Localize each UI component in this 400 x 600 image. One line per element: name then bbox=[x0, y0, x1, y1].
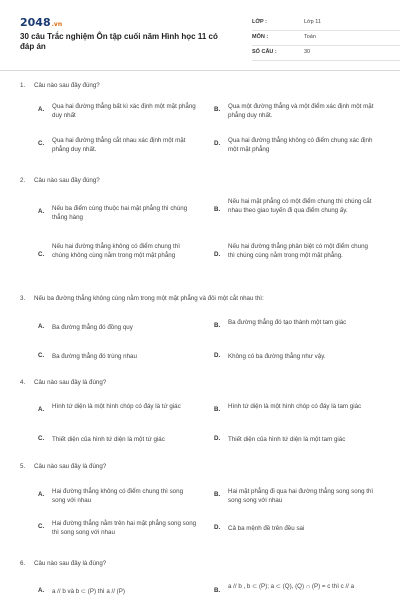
logo-text: 2048 bbox=[20, 16, 51, 29]
option-text: Thiết diện của hình tứ diện là một tứ giác bbox=[52, 436, 165, 443]
option-text: a // b , b ⊂ (P); a ⊂ (Q), (Q) ∩ (P) = c thì c // a bbox=[228, 583, 355, 590]
option-letter: B. bbox=[214, 106, 221, 113]
option-text: Nếu hai mặt phẳng có một điểm chung thì chúng cắt nhau theo giao tuyến đi qua điểm chung ấy. bbox=[228, 198, 372, 214]
option-letter: B. bbox=[214, 491, 221, 498]
question-5 bbox=[20, 463, 382, 548]
question-number: 3. bbox=[20, 295, 26, 302]
option-letter: B. bbox=[214, 406, 221, 413]
question-stem: Câu nào sau đây đúng? bbox=[34, 82, 100, 89]
option-letter: A. bbox=[38, 587, 45, 594]
question-number: 5. bbox=[20, 463, 26, 470]
option-letter: B. bbox=[214, 206, 221, 213]
logo-suffix: .vn bbox=[51, 21, 63, 28]
option-text: Qua hai đường thẳng cắt nhau xác định một mặt phẳng duy nhất. bbox=[52, 137, 186, 153]
document-title: 30 câu Trắc nghiệm Ôn tập cuối năm Hình học 11 có đáp án bbox=[20, 32, 218, 51]
option-text: Thiết diện của hình tứ diện là một tam giác bbox=[228, 436, 346, 443]
question-stem: Nếu ba đường thẳng không cùng nằm trong một mặt phẳng và đôi một cắt nhau thì: bbox=[34, 295, 264, 302]
question-1 bbox=[20, 82, 382, 162]
meta-value: 30 bbox=[304, 49, 311, 55]
option-text: Hình tứ diện là một hình chóp có đáy là tứ giác bbox=[52, 403, 181, 410]
option-letter: A. bbox=[38, 323, 45, 330]
question-3 bbox=[20, 295, 382, 365]
option-text: Hai đường thẳng không có điểm chung thì song song với nhau bbox=[52, 488, 184, 504]
meta-row-class bbox=[252, 16, 400, 31]
site-logo[interactable] bbox=[20, 16, 62, 29]
option-text: Qua một đường thẳng và một điểm xác định một mặt phẳng duy nhất. bbox=[228, 103, 374, 119]
meta-table bbox=[252, 16, 400, 61]
meta-label: LỚP : bbox=[252, 19, 267, 25]
option-letter: A. bbox=[38, 208, 45, 215]
option-text: Ba đường thẳng đó trùng nhau bbox=[52, 353, 137, 360]
question-stem: Câu nào sau đây là đúng? bbox=[34, 463, 107, 470]
meta-value: Toán bbox=[304, 34, 316, 40]
option-letter: A. bbox=[38, 106, 45, 113]
option-letter: A. bbox=[38, 491, 45, 498]
option-letter: C. bbox=[38, 523, 45, 530]
question-stem: Câu nào sau đây là đúng? bbox=[34, 560, 107, 567]
question-number: 6. bbox=[20, 560, 26, 567]
option-letter: C. bbox=[38, 140, 45, 147]
meta-label: SỐ CÂU : bbox=[252, 49, 277, 55]
option-text: Nếu hai đường thẳng không có điểm chung thì chúng không cùng nằm trong một mặt phẳng bbox=[52, 243, 180, 259]
option-letter: C. bbox=[38, 251, 45, 258]
option-letter: D. bbox=[214, 251, 221, 258]
option-text: Qua hai đường thẳng không có điểm chung xác định một mặt phẳng bbox=[228, 137, 373, 153]
option-text: Ba đường thẳng đó đồng quy bbox=[52, 324, 133, 331]
question-number: 2. bbox=[20, 177, 26, 184]
meta-row-count bbox=[252, 46, 400, 61]
question-6 bbox=[20, 560, 382, 600]
option-letter: C. bbox=[38, 435, 45, 442]
meta-value: Lớp 11 bbox=[304, 19, 321, 25]
meta-row-subject bbox=[252, 31, 400, 46]
option-letter: D. bbox=[214, 352, 221, 359]
option-text: a // b và b ⊂ (P) thì a // (P) bbox=[52, 588, 125, 595]
option-letter: D. bbox=[214, 140, 221, 147]
option-text: Ba đường thẳng đó tạo thành một tam giác bbox=[228, 319, 347, 326]
option-text: Hình tứ diện là một hình chóp có đáy là tam giác bbox=[228, 403, 362, 410]
option-text: Nếu ba điểm cùng thuộc hai mặt phẳng thì chúng thẳng hàng bbox=[52, 205, 188, 221]
question-stem: Câu nào sau đây là đúng? bbox=[34, 379, 107, 386]
question-stem: Câu nào sau đây đúng? bbox=[34, 177, 100, 184]
option-text: Hai mặt phẳng đi qua hai đường thẳng song song thì song song với nhau bbox=[228, 488, 374, 504]
meta-label: MÔN : bbox=[252, 34, 269, 40]
question-2 bbox=[20, 177, 382, 277]
option-letter: B. bbox=[214, 322, 221, 329]
option-text: Cả ba mệnh đề trên đều sai bbox=[228, 525, 305, 532]
question-4 bbox=[20, 379, 382, 449]
option-letter: D. bbox=[214, 524, 221, 531]
header-divider bbox=[0, 70, 400, 71]
option-text: Hai đường thẳng nằm trên hai mặt phẳng song song thì song song với nhau bbox=[52, 520, 197, 536]
option-text: Không có ba đường thẳng như vậy. bbox=[228, 353, 326, 360]
option-letter: C. bbox=[38, 352, 45, 359]
document-header bbox=[20, 16, 380, 68]
option-letter: B. bbox=[214, 587, 221, 594]
question-number: 4. bbox=[20, 379, 26, 386]
option-text: Qua hai đường thẳng bất kì xác định một mặt phẳng duy nhất bbox=[52, 103, 196, 119]
option-text: Nếu hai đường thẳng phân biệt có một điểm chung thì chúng cùng nằm trong một mặt phẳng. bbox=[228, 243, 368, 259]
option-letter: A. bbox=[38, 406, 45, 413]
question-number: 1. bbox=[20, 82, 26, 89]
option-letter: D. bbox=[214, 435, 221, 442]
